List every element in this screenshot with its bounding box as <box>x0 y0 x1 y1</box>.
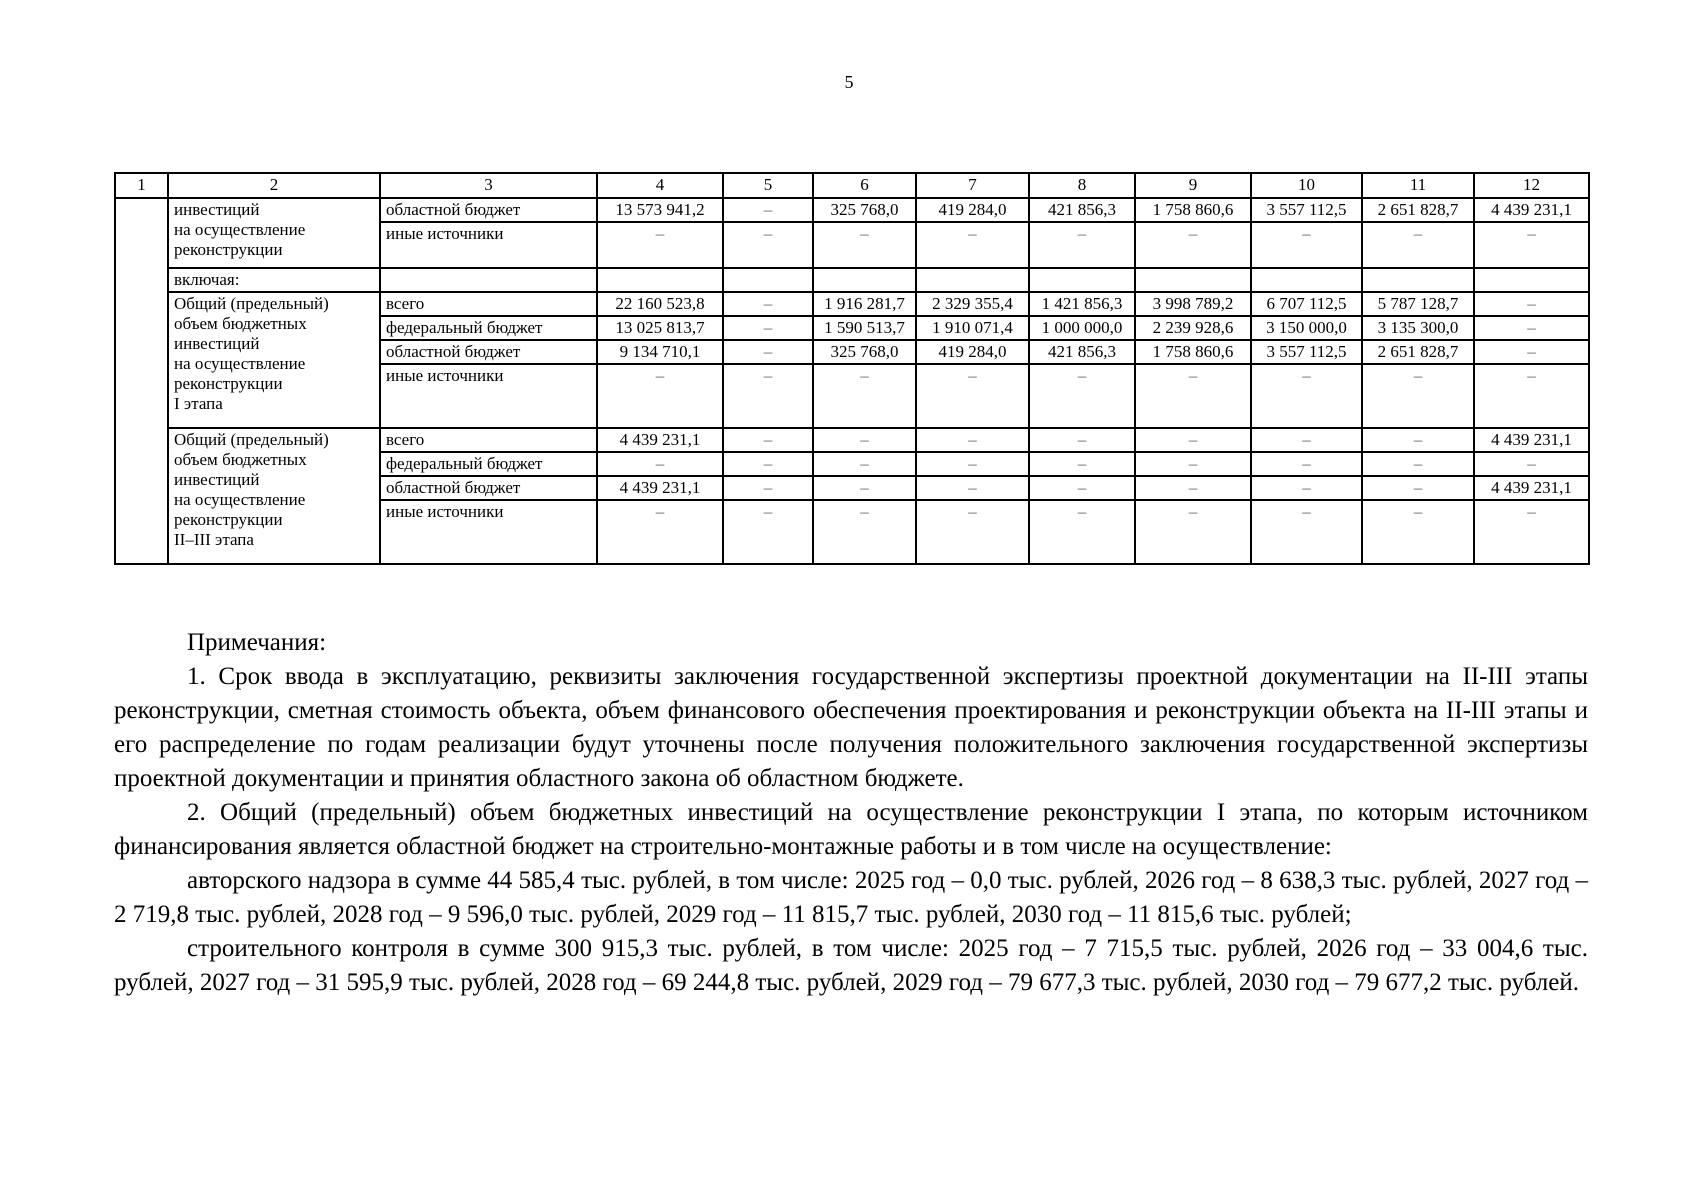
value-cell: 4 439 231,1 <box>1474 476 1589 500</box>
value-cell: 421 856,3 <box>1029 340 1135 364</box>
table-row-including <box>115 268 1589 292</box>
empty-value-cell: – <box>1029 364 1135 428</box>
value-cell: 419 284,0 <box>916 340 1029 364</box>
empty-value-cell: – <box>1362 452 1474 476</box>
value-cell: 2 651 828,7 <box>1362 340 1474 364</box>
note-1: 1. Срок ввода в эксплуатацию, реквизиты заключения государственной экспертизы проектной документации на II-III этапы реконструкции, сметная стоимость объекта, объем финансового обеспечения проектирования и реконструкции объекта на II-III этапы и его распределение по годам реализации будут уточнены после получения положительного заключения государственной экспертизы проектной документации и принятия областного закона об областном бюджете. <box>114 663 1588 792</box>
value-cell: 1 421 856,3 <box>1029 292 1135 316</box>
empty-value-cell: – <box>1135 222 1251 268</box>
empty-value-cell: – <box>916 476 1029 500</box>
empty-value-cell: – <box>813 452 916 476</box>
column-number: 1 <box>115 173 168 198</box>
empty-value-cell: – <box>1029 428 1135 452</box>
empty-value-cell: – <box>597 452 723 476</box>
empty-value-cell: – <box>1474 364 1589 428</box>
indicator-label-line: II–III этапа <box>174 530 254 549</box>
empty-value-cell: – <box>723 340 813 364</box>
funding-source-cell: иные источники <box>380 500 597 564</box>
column-number: 3 <box>380 173 597 198</box>
value-cell: 9 134 710,1 <box>597 340 723 364</box>
empty-value-cell: – <box>1251 364 1362 428</box>
value-cell: 2 651 828,7 <box>1362 198 1474 222</box>
indicator-label-cell <box>168 198 380 268</box>
value-cell: 3 135 300,0 <box>1362 316 1474 340</box>
empty-value-cell: – <box>916 364 1029 428</box>
funding-source-cell: федеральный бюджет <box>380 316 597 340</box>
notes-title: Примечания: <box>187 629 327 656</box>
indicator-label-line: инвестиций <box>174 334 260 353</box>
empty-value-cell: – <box>723 500 813 564</box>
value-cell: 4 439 231,1 <box>597 476 723 500</box>
empty-value-cell: – <box>813 500 916 564</box>
funding-source-cell: областной бюджет <box>380 198 597 222</box>
column-number: 6 <box>813 173 916 198</box>
value-cell: 1 916 281,7 <box>813 292 916 316</box>
indicator-label-line: на осуществление <box>174 490 306 509</box>
empty-value-cell: – <box>1135 452 1251 476</box>
value-cell: 13 573 941,2 <box>597 198 723 222</box>
empty-value-cell: – <box>1474 292 1589 316</box>
empty-value-cell: – <box>1362 428 1474 452</box>
value-cell: 1 758 860,6 <box>1135 340 1251 364</box>
funding-source-cell: иные источники <box>380 364 597 428</box>
value-cell: 1 590 513,7 <box>813 316 916 340</box>
empty-value-cell: – <box>813 222 916 268</box>
note-2: 2. Общий (предельный) объем бюджетных инвестиций на осуществление реконструкции I этапа, по которым источником финансирования является областной бюджет на строительно-монтажные работы и в том числе на осуществление: <box>114 799 1588 860</box>
column-number: 8 <box>1029 173 1135 198</box>
empty-value-cell: – <box>1029 452 1135 476</box>
value-cell: 4 439 231,1 <box>1474 198 1589 222</box>
funding-source-cell: всего <box>380 292 597 316</box>
empty-value-cell: – <box>1251 500 1362 564</box>
empty-cell <box>813 268 916 292</box>
indicator-label-line: на осуществление <box>174 220 306 239</box>
value-cell: 2 329 355,4 <box>916 292 1029 316</box>
value-cell: 325 768,0 <box>813 198 916 222</box>
column-number: 5 <box>723 173 813 198</box>
empty-value-cell: – <box>1135 500 1251 564</box>
empty-value-cell: – <box>1474 316 1589 340</box>
empty-value-cell: – <box>723 198 813 222</box>
empty-value-cell: – <box>1362 364 1474 428</box>
empty-value-cell: – <box>1362 222 1474 268</box>
empty-value-cell: – <box>916 428 1029 452</box>
funding-source-cell: областной бюджет <box>380 476 597 500</box>
indicator-label-line: I этапа <box>174 394 223 413</box>
empty-value-cell: – <box>813 476 916 500</box>
value-cell: 325 768,0 <box>813 340 916 364</box>
indicator-label-line: реконструкции <box>174 240 283 259</box>
value-cell: 1 758 860,6 <box>1135 198 1251 222</box>
empty-cell <box>916 268 1029 292</box>
value-cell: 4 439 231,1 <box>597 428 723 452</box>
empty-value-cell: – <box>723 292 813 316</box>
column-number: 2 <box>168 173 380 198</box>
value-cell: 5 787 128,7 <box>1362 292 1474 316</box>
empty-cell <box>1362 268 1474 292</box>
empty-value-cell: – <box>1362 500 1474 564</box>
indicator-label-line: реконструкции <box>174 374 283 393</box>
column-number: 11 <box>1362 173 1474 198</box>
empty-value-cell: – <box>1251 476 1362 500</box>
note-2-construction-control: строительного контроля в сумме 300 915,3 тыс. рублей, в том числе: 2025 год – 7 715,5 тыс. рублей, 2026 год – 33 004,6 тыс. рублей, 2027 год – 31 595,9 тыс. рублей, 2028 год – 69 244,8 тыс. рублей, 2029 год – 79 677,3 тыс. рублей, 2030 год – 79 677,2 тыс. рублей. <box>114 935 1588 996</box>
empty-value-cell: – <box>1251 222 1362 268</box>
empty-value-cell: – <box>1029 222 1135 268</box>
empty-value-cell: – <box>1029 500 1135 564</box>
funding-source-cell: всего <box>380 428 597 452</box>
empty-value-cell: – <box>916 500 1029 564</box>
value-cell: 421 856,3 <box>1029 198 1135 222</box>
empty-value-cell: – <box>597 500 723 564</box>
empty-value-cell: – <box>723 316 813 340</box>
value-cell: 13 025 813,7 <box>597 316 723 340</box>
budget-table <box>114 172 1590 565</box>
empty-value-cell: – <box>723 452 813 476</box>
empty-cell <box>1135 268 1251 292</box>
column-number: 7 <box>916 173 1029 198</box>
empty-cell <box>1029 268 1135 292</box>
value-cell: 1 910 071,4 <box>916 316 1029 340</box>
empty-cell <box>723 268 813 292</box>
table-header-row <box>115 173 1589 198</box>
indicator-label-cell <box>168 428 380 564</box>
value-cell: 419 284,0 <box>916 198 1029 222</box>
empty-value-cell: – <box>723 428 813 452</box>
indicator-label-line: инвестиций <box>174 200 260 219</box>
empty-value-cell: – <box>1474 452 1589 476</box>
value-cell: 1 000 000,0 <box>1029 316 1135 340</box>
indicator-label-line: на осуществление <box>174 354 306 373</box>
value-cell: 4 439 231,1 <box>1474 428 1589 452</box>
column-number: 9 <box>1135 173 1251 198</box>
value-cell: 3 557 112,5 <box>1251 340 1362 364</box>
funding-source-cell: областной бюджет <box>380 340 597 364</box>
table-row <box>115 198 1589 222</box>
empty-value-cell: – <box>916 452 1029 476</box>
empty-value-cell: – <box>1474 222 1589 268</box>
value-cell: 3 998 789,2 <box>1135 292 1251 316</box>
note-2-author-supervision: авторского надзора в сумме 44 585,4 тыс. рублей, в том числе: 2025 год – 0,0 тыс. рублей, 2026 год – 8 638,3 тыс. рублей, 2027 год – 2 719,8 тыс. рублей, 2028 год – 9 596,0 тыс. рублей, 2029 год – 11 815,7 тыс. рублей, 2030 год – 11 815,6 тыс. рублей; <box>114 867 1588 928</box>
page-number: 5 <box>844 72 854 92</box>
empty-value-cell: – <box>813 428 916 452</box>
including-label: включая: <box>168 268 380 292</box>
empty-value-cell: – <box>1251 428 1362 452</box>
column-number: 12 <box>1474 173 1589 198</box>
indicator-label-line: Общий (предельный) <box>174 430 329 449</box>
empty-value-cell: – <box>1135 428 1251 452</box>
value-cell: 3 557 112,5 <box>1251 198 1362 222</box>
empty-value-cell: – <box>1029 476 1135 500</box>
empty-value-cell: – <box>597 364 723 428</box>
empty-value-cell: – <box>597 222 723 268</box>
empty-value-cell: – <box>1251 452 1362 476</box>
empty-value-cell: – <box>1362 476 1474 500</box>
value-cell: 3 150 000,0 <box>1251 316 1362 340</box>
row-number-cell <box>115 198 168 564</box>
empty-value-cell: – <box>723 476 813 500</box>
value-cell: 22 160 523,8 <box>597 292 723 316</box>
indicator-label-line: объем бюджетных <box>174 314 307 333</box>
column-number: 4 <box>597 173 723 198</box>
empty-value-cell: – <box>1474 340 1589 364</box>
indicator-label-line: реконструкции <box>174 510 283 529</box>
empty-value-cell: – <box>1135 476 1251 500</box>
indicator-label-line: Общий (предельный) <box>174 294 329 313</box>
indicator-label-line: объем бюджетных <box>174 450 307 469</box>
empty-value-cell: – <box>723 364 813 428</box>
funding-source-cell: федеральный бюджет <box>380 452 597 476</box>
table-row <box>115 428 1589 452</box>
table-row <box>115 292 1589 316</box>
empty-cell <box>1251 268 1362 292</box>
empty-value-cell: – <box>813 364 916 428</box>
empty-cell <box>380 268 597 292</box>
empty-value-cell: – <box>723 222 813 268</box>
funding-source-cell: иные источники <box>380 222 597 268</box>
empty-cell <box>597 268 723 292</box>
value-cell: 6 707 112,5 <box>1251 292 1362 316</box>
empty-value-cell: – <box>1474 500 1589 564</box>
column-number: 10 <box>1251 173 1362 198</box>
value-cell: 2 239 928,6 <box>1135 316 1251 340</box>
empty-cell <box>1474 268 1589 292</box>
empty-value-cell: – <box>916 222 1029 268</box>
indicator-label-cell <box>168 292 380 428</box>
indicator-label-line: инвестиций <box>174 470 260 489</box>
notes-section <box>114 626 1588 1000</box>
empty-value-cell: – <box>1135 364 1251 428</box>
